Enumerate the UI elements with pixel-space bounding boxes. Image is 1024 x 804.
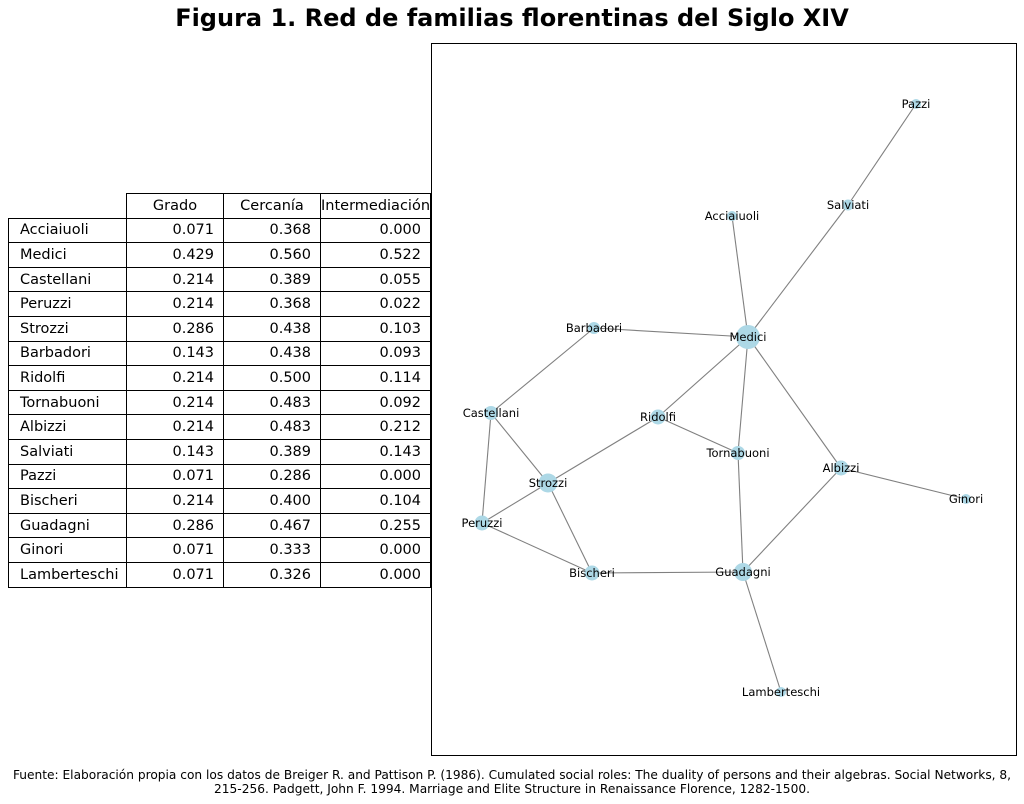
figure-title: Figura 1. Red de familias florentinas del Siglo XIV <box>175 4 849 32</box>
row-label: Tornabuoni <box>9 390 127 415</box>
table-row <box>9 267 431 292</box>
edge-salviati-medici <box>748 205 848 337</box>
table-body <box>9 218 431 587</box>
grado-value: 0.214 <box>127 292 224 317</box>
node-label-castellani: Castellani <box>462 406 520 420</box>
intermediacion-value: 0.093 <box>321 341 431 366</box>
table-header-row <box>9 194 431 219</box>
cercania-value: 0.389 <box>224 267 321 292</box>
intermediacion-value: 0.522 <box>321 243 431 268</box>
row-label: Lamberteschi <box>9 562 127 587</box>
row-label: Strozzi <box>9 316 127 341</box>
grado-value: 0.214 <box>127 415 224 440</box>
table-row <box>9 439 431 464</box>
grado-value: 0.071 <box>127 218 224 243</box>
table-row <box>9 316 431 341</box>
intermediacion-value: 0.104 <box>321 489 431 514</box>
row-label: Pazzi <box>9 464 127 489</box>
edge-medici-ridolfi <box>658 337 748 417</box>
intermediacion-value: 0.022 <box>321 292 431 317</box>
cercania-value: 0.483 <box>224 390 321 415</box>
row-label: Medici <box>9 243 127 268</box>
column-header-intermediacion: Intermediación <box>321 194 431 219</box>
node-label-medici: Medici <box>729 330 767 344</box>
network-graph-panel <box>431 43 1017 756</box>
table-row <box>9 341 431 366</box>
grado-value: 0.143 <box>127 439 224 464</box>
column-header-cercania: Cercanía <box>224 194 321 219</box>
table-row <box>9 390 431 415</box>
cercania-value: 0.333 <box>224 538 321 563</box>
source-footnote <box>0 768 1024 796</box>
node-label-barbadori: Barbadori <box>565 321 623 335</box>
grado-value: 0.214 <box>127 390 224 415</box>
edge-albizzi-guadagni <box>743 468 841 572</box>
intermediacion-value: 0.000 <box>321 464 431 489</box>
cercania-value: 0.438 <box>224 316 321 341</box>
intermediacion-value: 0.092 <box>321 390 431 415</box>
table-row <box>9 218 431 243</box>
grado-value: 0.286 <box>127 513 224 538</box>
table-row <box>9 292 431 317</box>
node-label-acciaiuoli: Acciaiuoli <box>704 209 760 223</box>
cercania-value: 0.483 <box>224 415 321 440</box>
node-label-strozzi: Strozzi <box>528 476 568 490</box>
centrality-table-container <box>8 193 431 588</box>
intermediacion-value: 0.255 <box>321 513 431 538</box>
edge-acciaiuoli-medici <box>732 216 748 337</box>
cercania-value: 0.368 <box>224 218 321 243</box>
centrality-table <box>8 193 431 588</box>
table-row <box>9 464 431 489</box>
node-label-ridolfi: Ridolfi <box>640 410 676 424</box>
row-label: Albizzi <box>9 415 127 440</box>
node-label-peruzzi: Peruzzi <box>461 516 503 530</box>
edge-ridolfi-strozzi <box>548 417 658 483</box>
cercania-value: 0.560 <box>224 243 321 268</box>
intermediacion-value: 0.103 <box>321 316 431 341</box>
node-label-albizzi: Albizzi <box>822 461 860 475</box>
node-label-bischeri: Bischeri <box>569 566 615 580</box>
cercania-value: 0.286 <box>224 464 321 489</box>
node-label-lamberteschi: Lamberteschi <box>741 685 821 699</box>
cercania-value: 0.438 <box>224 341 321 366</box>
cercania-value: 0.326 <box>224 562 321 587</box>
intermediacion-value: 0.000 <box>321 538 431 563</box>
grado-value: 0.214 <box>127 366 224 391</box>
intermediacion-value: 0.000 <box>321 218 431 243</box>
intermediacion-value: 0.212 <box>321 415 431 440</box>
footnote-line-2: 215-256. Padgett, John F. 1994. Marriage and Elite Structure in Renaissance Florence, 1282-1500. <box>214 782 810 796</box>
grado-value: 0.429 <box>127 243 224 268</box>
table-row <box>9 513 431 538</box>
table-row <box>9 366 431 391</box>
cercania-value: 0.467 <box>224 513 321 538</box>
edge-barbadori-castellani <box>491 328 594 413</box>
intermediacion-value: 0.055 <box>321 267 431 292</box>
intermediacion-value: 0.000 <box>321 562 431 587</box>
footnote-line-1: Fuente: Elaboración propia con los datos de Breiger R. and Pattison P. (1986). Cumulated social roles: The duality of persons and their algebras. Social Networks, 8, <box>12 768 1012 782</box>
edge-pazzi-salviati <box>848 104 916 205</box>
grado-value: 0.071 <box>127 562 224 587</box>
row-label: Bischeri <box>9 489 127 514</box>
node-label-tornabuoni: Tornabuoni <box>706 446 770 460</box>
row-label: Barbadori <box>9 341 127 366</box>
edge-castellani-strozzi <box>491 413 548 483</box>
cercania-value: 0.389 <box>224 439 321 464</box>
table-row <box>9 489 431 514</box>
edge-albizzi-ginori <box>841 468 966 499</box>
table-row <box>9 562 431 587</box>
table-row <box>9 415 431 440</box>
intermediacion-value: 0.114 <box>321 366 431 391</box>
row-label: Castellani <box>9 267 127 292</box>
cercania-value: 0.368 <box>224 292 321 317</box>
edge-strozzi-bischeri <box>548 483 592 573</box>
node-label-ginori: Ginori <box>948 492 984 506</box>
cercania-value: 0.400 <box>224 489 321 514</box>
column-header-grado: Grado <box>127 194 224 219</box>
grado-value: 0.071 <box>127 464 224 489</box>
row-label: Guadagni <box>9 513 127 538</box>
grado-value: 0.214 <box>127 489 224 514</box>
row-label: Peruzzi <box>9 292 127 317</box>
node-label-pazzi: Pazzi <box>901 97 931 111</box>
edge-medici-tornabuoni <box>738 337 748 453</box>
table-row <box>9 538 431 563</box>
grado-value: 0.071 <box>127 538 224 563</box>
grado-value: 0.214 <box>127 267 224 292</box>
edge-castellani-peruzzi <box>482 413 491 523</box>
edge-tornabuoni-guadagni <box>738 453 743 572</box>
row-label: Salviati <box>9 439 127 464</box>
row-label: Ridolfi <box>9 366 127 391</box>
cercania-value: 0.500 <box>224 366 321 391</box>
node-label-salviati: Salviati <box>826 198 870 212</box>
header-corner <box>9 194 127 219</box>
row-label: Acciaiuoli <box>9 218 127 243</box>
node-label-guadagni: Guadagni <box>715 565 771 579</box>
grado-value: 0.143 <box>127 341 224 366</box>
network-graph <box>432 44 1016 755</box>
intermediacion-value: 0.143 <box>321 439 431 464</box>
grado-value: 0.286 <box>127 316 224 341</box>
table-row <box>9 243 431 268</box>
row-label: Ginori <box>9 538 127 563</box>
edge-guadagni-lamberteschi <box>743 572 781 692</box>
